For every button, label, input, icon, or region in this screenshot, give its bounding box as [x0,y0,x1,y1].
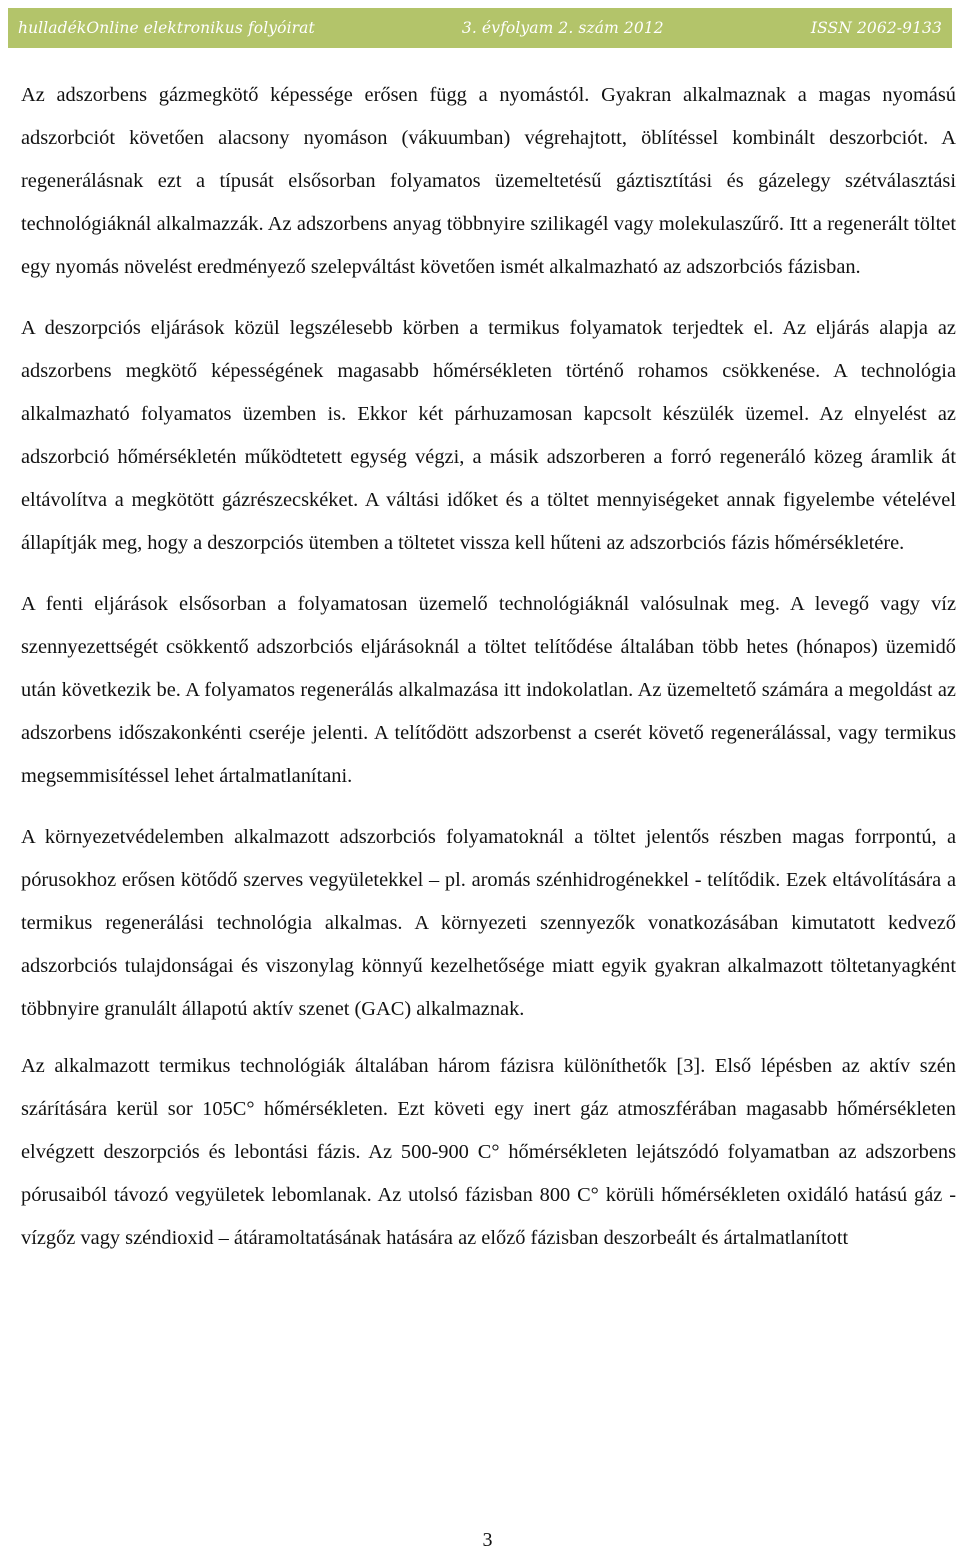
journal-header-bar [8,8,952,48]
page-number: 3 [482,1529,493,1551]
paragraph-continuous-processes: A fenti eljárások elsősorban a folyamatosan üzemelő technológiáknál valósulnak meg. A levegő vagy víz szennyezettségét csökkentő adszorbciós eljárásoknál a töltet telítődése általában több hetes (hónapos) üzemidő után következik be. A folyamatos regenerálás alkalmazása itt indokolatlan. Az üzemeltető számára a megoldást az adszorbens időszakonkénti cseréje jelenti. A telítődött adszorbenst a cserét követő regenerálással, vagy termikus megsemmisítéssel lehet ártalmatlanítani. [21,593,956,787]
paragraph-thermal-desorption: A deszorpciós eljárások közül legszélesebb körben a termikus folyamatok terjedtek el. Az eljárás alapja az adszorbens megkötő képességének magasabb hőmérsékleten történő rohamos csökkenése. A technológia alkalmazható folyamatos üzemben is. Ekkor két párhuzamosan kapcsolt készülék üzemel. Az elnyelést az adszorbció hőmérsékletén működtetett egység végzi, a másik adszorberen a forró regeneráló közeg áramlik át eltávolítva a megkötött gázrészecskéket. A váltási időket és a töltet mennyiségeket annak figyelembe vételével állapítják meg, hogy a deszorpciós ütemben a töltetet vissza kell hűteni az adszorbciós fázis hőmérsékletére. [21,317,956,554]
issue-info: 3. évfolyam 2. szám 2012 [461,19,664,37]
journal-title: hulladékOnline elektronikus folyóirat [18,19,315,37]
article-body [21,74,956,1278]
issn-number: ISSN 2062-9133 [810,19,942,37]
paragraph-thermal-phases: Az alkalmazott termikus technológiák általában három fázisra különíthetők [3]. Első lépésben az aktív szén szárítására kerül sor 105C° hőmérsékleten. Ezt követi egy inert gáz atmoszférában magasabb hőmérsékleten elvégzett deszorpciós és lebontási fázis. Az 500-900 C° hőmérsékleten lejátszódó folyamatban az adszorbens pórusaiból távozó vegyületek lebomlanak. Az utolsó fázisban 800 C° körüli hőmérsékleten oxidáló hatású gáz - vízgőz vagy széndioxid – átáramoltatásának hatására az előző fázisban deszorbeált és ártalmatlanított [21,1055,956,1249]
paragraph-environmental-adsorption: A környezetvédelemben alkalmazott adszorbciós folyamatoknál a töltet jelentős részben magas forrpontú, a pórusokhoz erősen kötődő szerves vegyületekkel – pl. aromás szénhidrogénekkel - telítődik. Ezek eltávolítására a termikus regenerálási technológia alkalmas. A környezeti szennyezők vonatkozásában kimutatott kedvező adszorbciós tulajdonságai és viszonylag könnyű kezelhetősége miatt egyik gyakran alkalmazott töltetanyagként többnyire granulált állapotú aktív szenet (GAC) alkalmaznak. [21,826,956,1020]
paragraph-adsorbent-pressure: Az adszorbens gázmegkötő képessége erősen függ a nyomástól. Gyakran alkalmaznak a magas nyomású adszorbciót követően alacsony nyomáson (vákuumban) végrehajtott, öblítéssel kombinált deszorbciót. A regenerálásnak ezt a típusát elsősorban folyamatos üzemeltetésű gáztisztítási és gázelegy szétválasztási technológiáknál alkalmazzák. Az adszorbens anyag többnyire szilikagél vagy molekulaszűrő. Itt a regenerált töltet egy nyomás növelést eredményező szelepváltást követően ismét alkalmazható az adszorbciós fázisban. [21,84,956,278]
